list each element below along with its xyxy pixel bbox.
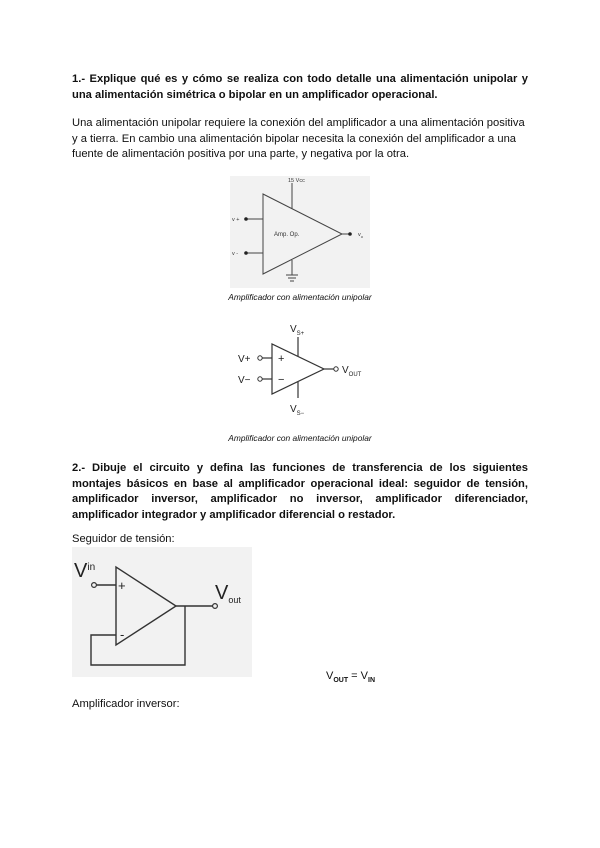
- plus-sign: +: [278, 353, 285, 365]
- vin-minus-label: V−: [238, 375, 251, 386]
- figure-opamp-symbol: [232, 320, 370, 420]
- minus-sign: −: [278, 374, 285, 386]
- figure-2-caption: Amplificador con alimentación unipolar: [228, 433, 372, 443]
- input-minus-label: v -: [232, 251, 239, 257]
- follower-minus-sign: -: [120, 627, 125, 642]
- figure-1-caption: Amplificador con alimentación unipolar: [228, 292, 372, 302]
- answer-1-paragraph: Una alimentación unipolar requiere la conexión del amplificador a una alimentación positiva y a tierra. En cambio una alimentación bipolar necesita la conexión del amplificador a una fuente de alimentación positiva por una parte, y negativa por la otra.: [72, 117, 525, 160]
- figure-unipolar-opamp: [230, 176, 370, 288]
- inversor-label: Amplificador inversor:: [72, 698, 180, 710]
- question-1: 1.- Explique qué es y cómo se realiza con todo detalle una alimentación unipolar y una alimentación simétrica o bipolar en un amplificador operacional.: [72, 73, 528, 101]
- follower-vin-label: $V^{in}$: [74, 560, 96, 582]
- output-label: $v_o$: [358, 232, 363, 239]
- vin-plus-label: V+: [238, 354, 251, 365]
- seguidor-label: Seguidor de tensión:: [72, 533, 175, 545]
- question-2: 2.- Dibuje el circuito y defina las funciones de transferencia de los siguientes montajes básicos en base al amplificador operacional ideal: seguidor de tensión, amplificador inversor, amplificador no inversor, amplificador diferenciador, amplificador integrador y amplificador diferencial o restador.: [72, 462, 528, 521]
- opamp-body-label: Amp. Op.: [274, 232, 300, 238]
- vout-label: $V_{OUT}$: [342, 365, 362, 378]
- follower-transfer-function: $V_{OUT} = V_{IN}$: [326, 670, 376, 685]
- input-plus-label: v +: [232, 217, 240, 223]
- follower-plus-sign: +: [118, 578, 126, 593]
- vs-plus-label: $V_{S+}$: [290, 324, 305, 337]
- figure-voltage-follower: [72, 547, 252, 677]
- supply-label: 15 Vcc: [288, 178, 305, 184]
- follower-vout-label: $V_{out}$: [215, 582, 241, 605]
- vs-minus-label: $V_{S-}$: [290, 404, 305, 417]
